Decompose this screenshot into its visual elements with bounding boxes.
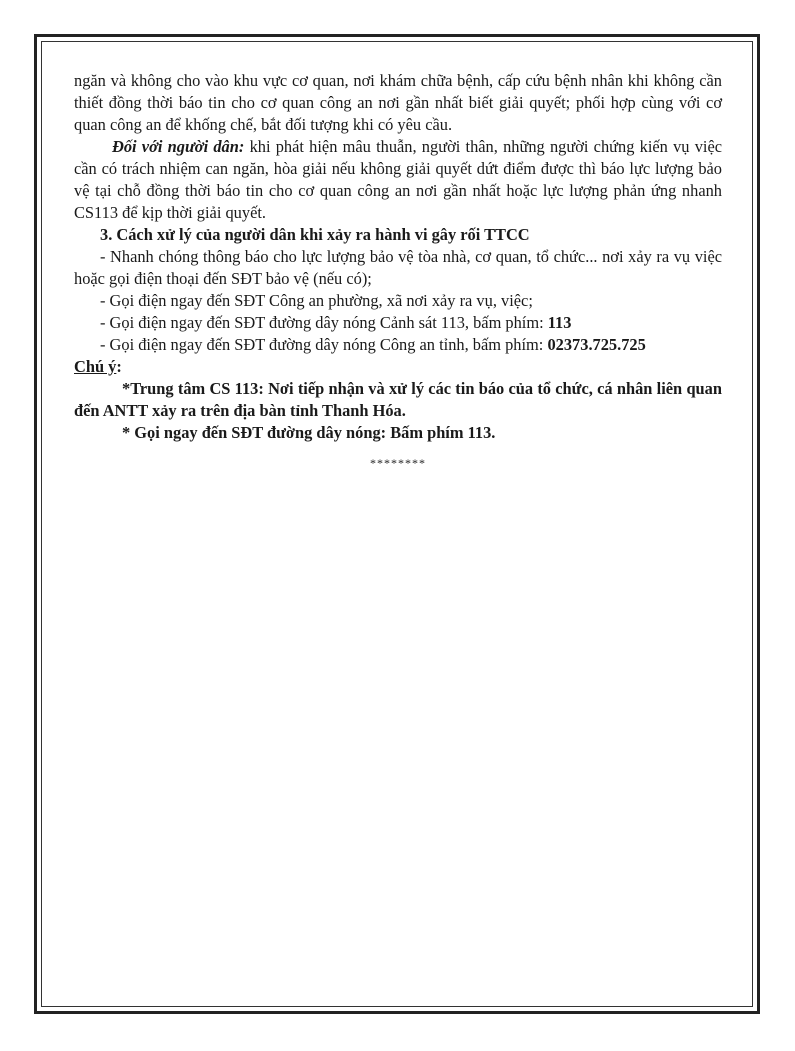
note-colon: : (116, 357, 122, 376)
paragraph-continuation: ngăn và không cho vào khu vực cơ quan, nơi khám chữa bệnh, cấp cứu bệnh nhân khi không cần thiết đồng thời báo tin cho cơ quan công an nơi gần nhất biết giải quyết; phối hợp cùng với cơ quan công an để khống chế, bắt đối tượng khi có yêu cầu. (74, 71, 722, 134)
list-item-3-text: - Gọi điện ngay đến SĐT đường dây nóng Cảnh sát 113, bấm phím: (100, 313, 548, 332)
document-body (74, 70, 722, 474)
end-mark: ******** (370, 456, 426, 470)
note-item-2: * Gọi ngay đến SĐT đường dây nóng: Bấm phím 113. (122, 423, 496, 442)
paragraph-citizens (74, 136, 722, 224)
list-item-2: - Gọi điện ngay đến SĐT Công an phường, xã nơi xảy ra vụ, việc; (100, 291, 533, 310)
note-label: Chú ý (74, 357, 117, 376)
list-item-4-text: - Gọi điện ngay đến SĐT đường dây nóng Công an tỉnh, bấm phím: (100, 335, 548, 354)
note-heading (74, 356, 722, 378)
list-item-1: - Nhanh chóng thông báo cho lực lượng bảo vệ tòa nhà, cơ quan, tổ chức... nơi xảy ra vụ việc hoặc gọi điện thoại đến SĐT bảo vệ (nếu có); (74, 247, 722, 288)
list-item-3 (74, 312, 722, 334)
citizens-body: khi phát hiện mâu thuẫn, người thân, những người chứng kiến vụ việc cần có trách nhiệm can ngăn, hòa giải nếu không giải quyết dứt điểm được thì báo lực lượng bảo vệ tại chỗ đồng thời báo tin cho cơ quan công an nơi gần nhất hoặc lực lượng phản ứng nhanh CS113 để kịp thời giải quyết. (74, 137, 723, 222)
hotline-113: 113 (547, 313, 572, 332)
note-item-1: *Trung tâm CS 113: Nơi tiếp nhận và xử lý các tin báo của tổ chức, cá nhân liên quan đến ANTT xảy ra trên địa bàn tỉnh Thanh Hóa. (74, 379, 722, 420)
list-item-4 (74, 334, 722, 356)
hotline-province: 02373.725.725 (547, 335, 646, 354)
section-heading-3: 3. Cách xử lý của người dân khi xảy ra hành vi gây rối TTCC (100, 225, 530, 244)
citizens-lead: Đối với người dân: (112, 137, 245, 156)
